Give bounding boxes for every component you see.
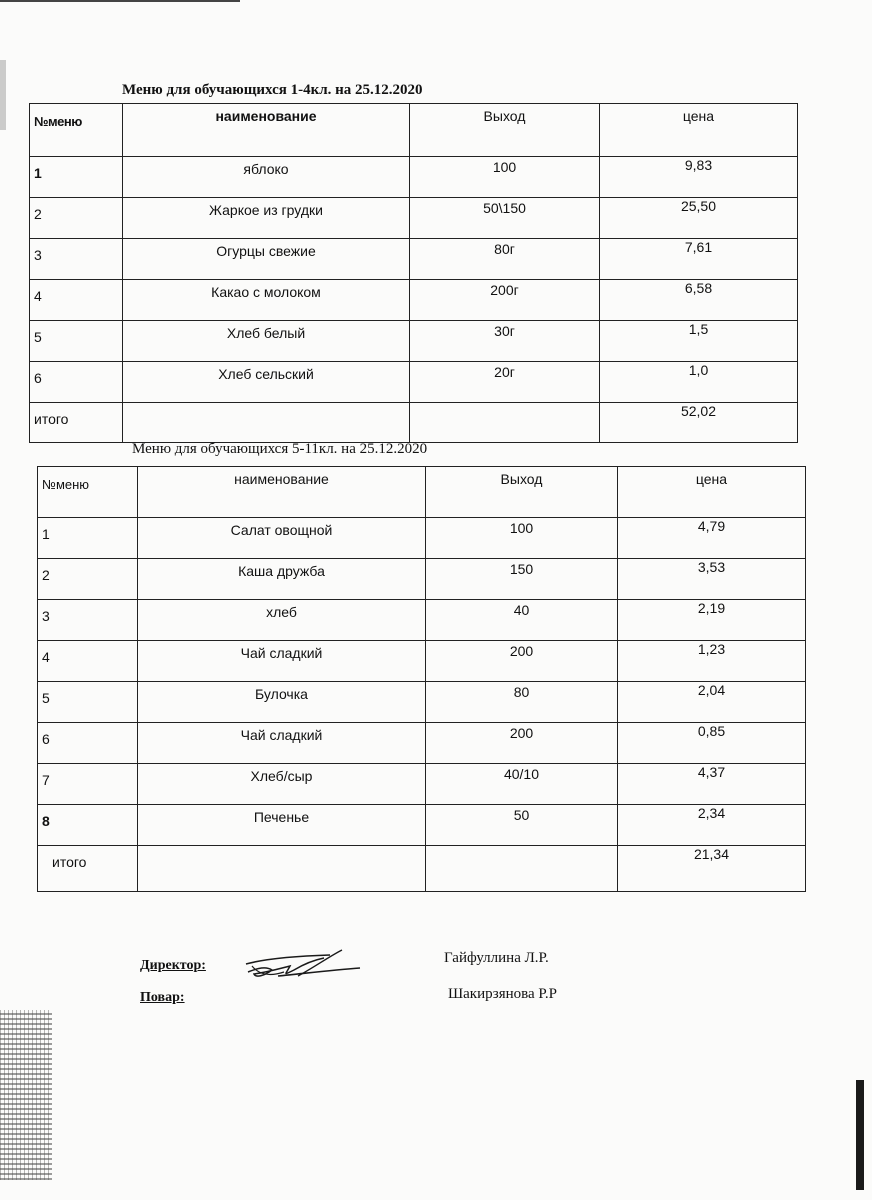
row-out: 50 — [426, 805, 618, 846]
table-header-row — [38, 467, 806, 518]
row-num: 2 — [38, 559, 138, 600]
table-row — [38, 805, 806, 846]
table-row — [30, 321, 798, 362]
row-price: 2,34 — [618, 805, 806, 846]
table-row — [30, 362, 798, 403]
row-out: 30г — [410, 321, 600, 362]
row-name: Салат овощной — [138, 518, 426, 559]
header-out: Выход — [426, 467, 618, 518]
header-num: №меню — [30, 104, 123, 157]
header-price: цена — [600, 104, 798, 157]
scan-artifact-left — [0, 60, 6, 130]
total-price: 21,34 — [618, 846, 806, 892]
row-num: 4 — [30, 280, 123, 321]
total-label: итого — [38, 846, 138, 892]
menu-5-11-caption: Меню для обучающихся 5-11кл. на 25.12.2020 — [132, 441, 428, 457]
row-num: 5 — [30, 321, 123, 362]
row-out: 80г — [410, 239, 600, 280]
row-price: 6,58 — [600, 280, 798, 321]
row-out: 100 — [426, 518, 618, 559]
row-price: 2,04 — [618, 682, 806, 723]
row-name: Печенье — [138, 805, 426, 846]
row-name: Хлеб белый — [123, 321, 410, 362]
total-empty-name — [123, 403, 410, 443]
total-empty-out — [426, 846, 618, 892]
header-out: Выход — [410, 104, 600, 157]
director-signature — [238, 946, 368, 988]
table-row — [30, 198, 798, 239]
row-out: 100 — [410, 157, 600, 198]
row-price: 2,19 — [618, 600, 806, 641]
header-name: наименование — [123, 104, 410, 157]
row-price: 4,37 — [618, 764, 806, 805]
row-num: 5 — [38, 682, 138, 723]
row-num: 1 — [30, 157, 123, 198]
total-label: итого — [30, 403, 123, 443]
row-out: 200г — [410, 280, 600, 321]
row-name: Чай сладкий — [138, 641, 426, 682]
scan-artifact-noise — [0, 1010, 52, 1180]
row-price: 1,0 — [600, 362, 798, 403]
table-row — [38, 641, 806, 682]
row-num: 8 — [38, 805, 138, 846]
table-total-row — [30, 403, 798, 443]
row-name: Хлеб/сыр — [138, 764, 426, 805]
total-empty-name — [138, 846, 426, 892]
table-header-row — [30, 104, 798, 157]
row-out: 40/10 — [426, 764, 618, 805]
menu-1-4-caption: Меню для обучающихся 1-4кл. на 25.12.2020 — [122, 82, 423, 98]
row-out: 80 — [426, 682, 618, 723]
row-num: 7 — [38, 764, 138, 805]
row-num: 6 — [30, 362, 123, 403]
table-row — [38, 723, 806, 764]
menu-1-4-table — [29, 103, 798, 443]
row-out: 200 — [426, 723, 618, 764]
total-price: 52,02 — [600, 403, 798, 443]
row-name: Хлеб сельский — [123, 362, 410, 403]
scan-artifact-top — [0, 0, 240, 2]
row-out: 150 — [426, 559, 618, 600]
row-out: 40 — [426, 600, 618, 641]
header-name: наименование — [138, 467, 426, 518]
header-num: №меню — [38, 467, 138, 518]
row-out: 20г — [410, 362, 600, 403]
table-row — [30, 157, 798, 198]
row-price: 4,79 — [618, 518, 806, 559]
header-price: цена — [618, 467, 806, 518]
row-num: 1 — [38, 518, 138, 559]
row-price: 1,23 — [618, 641, 806, 682]
row-name: Какао с молоком — [123, 280, 410, 321]
row-price: 0,85 — [618, 723, 806, 764]
director-name: Гайфуллина Л.Р. — [444, 950, 549, 966]
row-price: 1,5 — [600, 321, 798, 362]
table-row — [30, 280, 798, 321]
table-row — [38, 600, 806, 641]
menu-5-11-table — [37, 466, 806, 892]
table-row — [30, 239, 798, 280]
row-price: 3,53 — [618, 559, 806, 600]
row-price: 7,61 — [600, 239, 798, 280]
table-total-row — [38, 846, 806, 892]
cook-name: Шакирзянова Р.Р — [448, 986, 557, 1002]
row-out: 200 — [426, 641, 618, 682]
row-name: яблоко — [123, 157, 410, 198]
scan-artifact-right — [856, 1080, 864, 1190]
row-num: 2 — [30, 198, 123, 239]
director-label: Директор: — [140, 958, 206, 973]
row-name: Булочка — [138, 682, 426, 723]
row-price: 9,83 — [600, 157, 798, 198]
row-num: 6 — [38, 723, 138, 764]
row-name: Жаркое из грудки — [123, 198, 410, 239]
total-empty-out — [410, 403, 600, 443]
row-num: 4 — [38, 641, 138, 682]
row-name: Чай сладкий — [138, 723, 426, 764]
table-row — [38, 559, 806, 600]
row-num: 3 — [30, 239, 123, 280]
row-num: 3 — [38, 600, 138, 641]
table-row — [38, 682, 806, 723]
table-row — [38, 764, 806, 805]
cook-label: Повар: — [140, 990, 185, 1005]
row-name: Каша дружба — [138, 559, 426, 600]
row-name: Огурцы свежие — [123, 239, 410, 280]
table-row — [38, 518, 806, 559]
row-name: хлеб — [138, 600, 426, 641]
row-price: 25,50 — [600, 198, 798, 239]
row-out: 50\150 — [410, 198, 600, 239]
